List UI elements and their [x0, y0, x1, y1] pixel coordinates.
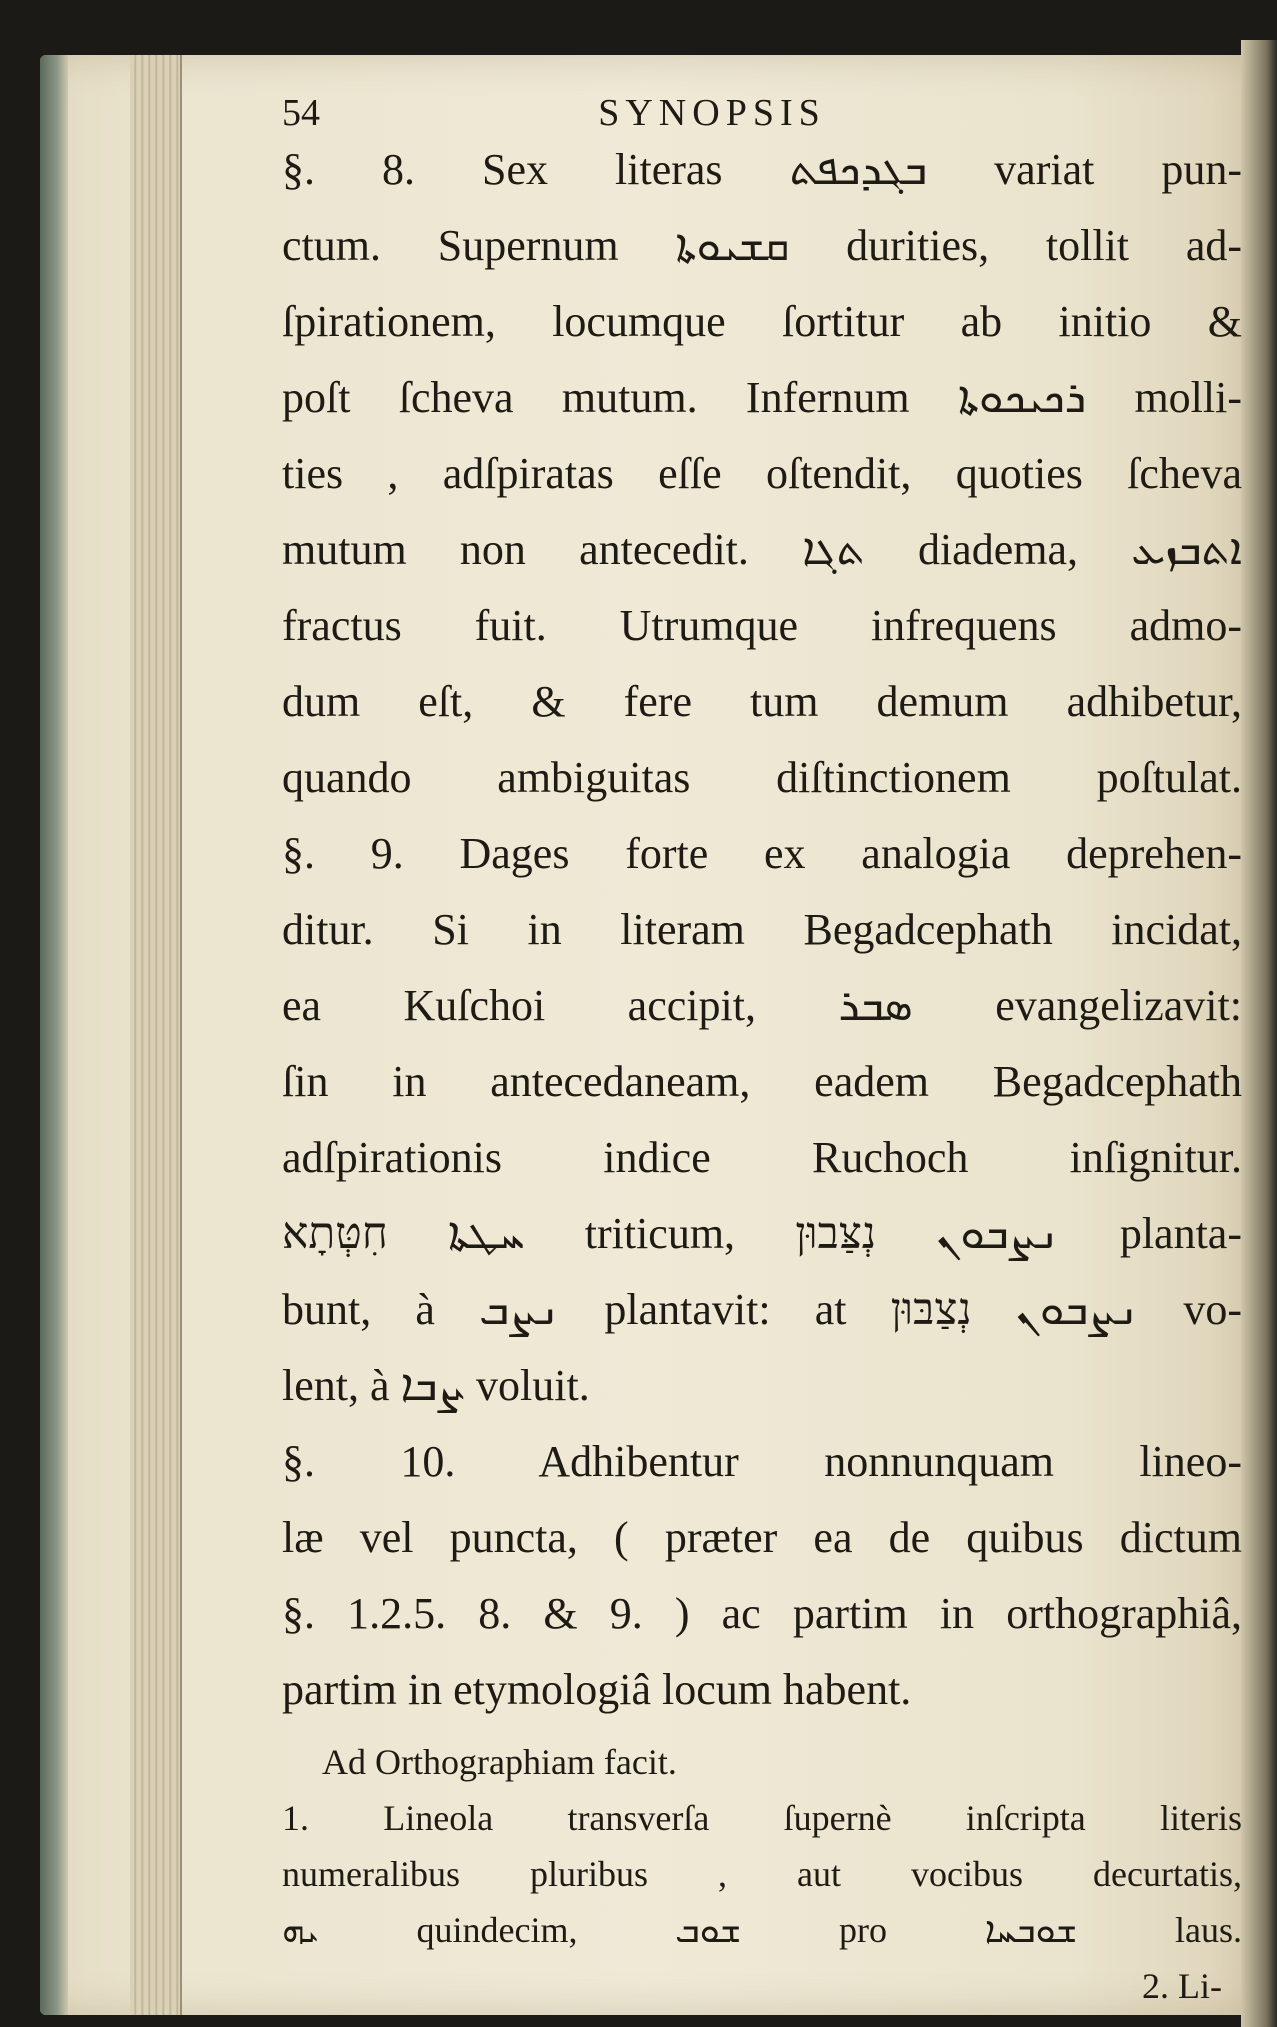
text-line: quando ambiguitas diſtinctionem poſtulat.	[282, 753, 1242, 802]
text-line: ties , adſpiratas eſſe oſtendit, quoties ſcheva	[282, 449, 1242, 498]
text-line: §. 9. Dages forte ex analogia deprehen-	[282, 829, 1242, 878]
text-line: lent, à ܨܒܐ voluit.	[282, 1361, 590, 1410]
text-line: ctum. Supernum ܩܫܝܘܬܐ durities, tollit ad-	[282, 221, 1242, 270]
page-text	[282, 78, 1242, 2024]
text-line: dum eſt, & fere tum demum adhibetur,	[282, 677, 1242, 726]
catchword: 2. Li-	[1142, 1966, 1222, 2006]
text-line: læ vel puncta, ( præter ea de quibus dictum	[282, 1513, 1242, 1562]
running-title: SYNOPSIS	[598, 92, 826, 134]
text-line: adſpirationis indice Ruchoch inſignitur.	[282, 1133, 1242, 1182]
facing-page-edge	[1241, 40, 1277, 2027]
book-spine-edge	[40, 55, 68, 2015]
text-line: fractus fuit. Utrumque infrequens admo-	[282, 601, 1242, 650]
text-line: ܝܗ quindecim, ܫܘܒ pro ܫܘܒܚܐ laus.	[282, 1910, 1242, 1950]
running-header	[282, 78, 1242, 148]
page-number: 54	[282, 92, 320, 134]
text-line: mutum non antecedit. ܬܓܐ diadema, ܐܬܒܙܥ	[282, 525, 1242, 574]
text-line: bunt, à ܢܨܒ plantavit: at ܢܨܒܘܢ נְצַבּוּן vo-	[282, 1285, 1243, 1334]
text-line: 1. Lineola transverſa ſupernè inſcripta literis	[282, 1798, 1242, 1838]
text-line: ea Kuſchoi accipit, ܣܒܪ evangelizavit:	[282, 981, 1242, 1030]
text-line: §. 1.2.5. 8. & 9. ) ac partim in orthographiâ,	[282, 1589, 1242, 1638]
text-line: poſt ſcheva mutum. Infernum ܪܟܝܟܘܬܐ molli-	[282, 373, 1242, 422]
text-line: §. 8. Sex literas ܒܓܕܟܦܬ variat pun-	[282, 145, 1242, 194]
text-line: ܚܛܬܐ חִטְּתָא triticum, ܢܨܒܘܢ נְצַּבוּן planta-	[282, 1209, 1242, 1258]
page-gutter	[130, 55, 182, 2015]
text-line: ſin in antecedaneam, eadem Begadcephath	[282, 1057, 1242, 1106]
text-line: ſpirationem, locumque ſortitur ab initio &	[282, 297, 1242, 346]
text-line: numeralibus pluribus , aut vocibus decurtatis,	[282, 1854, 1242, 1894]
text-line: §. 10. Adhibentur nonnunquam lineo-	[282, 1437, 1242, 1486]
subheading: Ad Orthographiam facit.	[322, 1742, 677, 1782]
text-line: ditur. Si in literam Begadcephath incidat,	[282, 905, 1242, 954]
text-line: partim in etymologiâ locum habent.	[282, 1665, 912, 1714]
